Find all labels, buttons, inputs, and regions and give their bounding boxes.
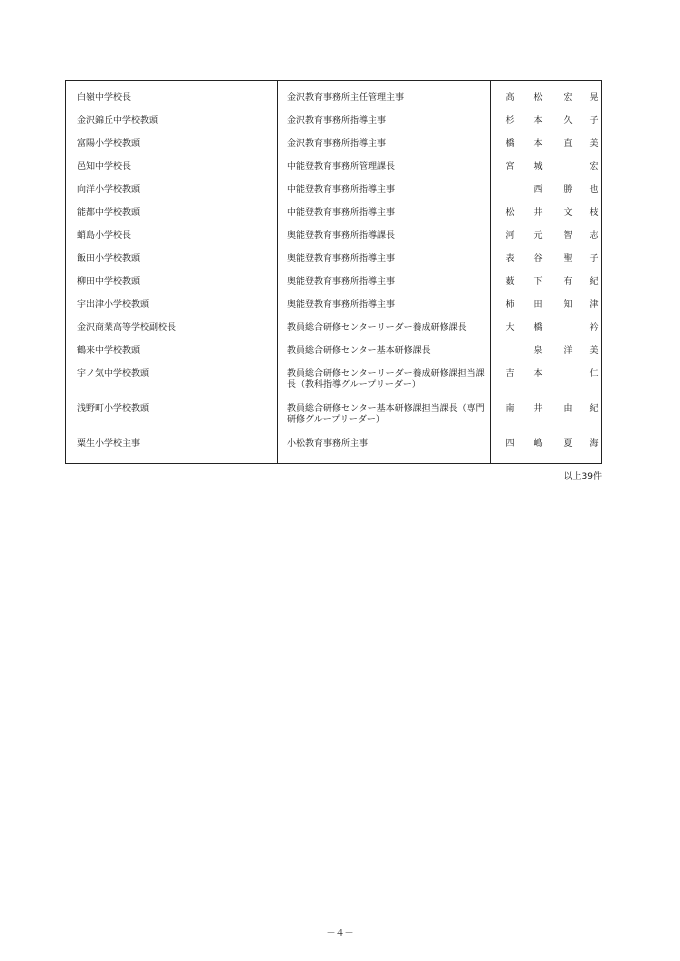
name-cell: [496, 208, 599, 219]
name-char: 橋: [533, 323, 543, 333]
name-char: 宏: [589, 162, 599, 172]
position-cell: 金沢教育事務所指導主事: [287, 139, 387, 149]
table-row: [66, 294, 601, 317]
name-cell: [496, 139, 599, 150]
name-char: 文: [563, 208, 573, 218]
name-cell: [496, 116, 599, 127]
table-row: [66, 225, 601, 248]
name-char: 橋: [505, 139, 515, 149]
table-row: [66, 110, 601, 133]
name-char: 谷: [533, 254, 543, 264]
name-char: 本: [533, 116, 543, 126]
name-char: 子: [589, 116, 599, 126]
name-char: 松: [533, 93, 543, 103]
position-cell: 奥能登教育事務所指導主事: [287, 277, 396, 287]
name-char: 本: [533, 139, 543, 149]
name-char: 柿: [505, 300, 515, 310]
school-cell: 富陽小学校教頭: [77, 139, 141, 149]
school-cell: 宇ノ気中学校教頭: [77, 369, 150, 379]
name-cell: [496, 346, 599, 357]
table-row: [66, 248, 601, 271]
name-char: 直: [563, 139, 573, 149]
position-cell: 金沢教育事務所指導主事: [287, 116, 387, 126]
name-char: 本: [533, 369, 543, 379]
name-cell: [496, 404, 599, 415]
name-cell: [496, 162, 599, 173]
name-char: 聖: [563, 254, 573, 264]
name-char: 勝: [563, 185, 573, 195]
school-cell: 蛸島小学校長: [77, 231, 132, 241]
table-row: [66, 156, 601, 179]
name-char: 元: [533, 231, 543, 241]
table-row: [66, 271, 601, 294]
name-char: 晃: [589, 93, 599, 103]
name-cell: [496, 300, 599, 311]
name-char: 仁: [589, 369, 599, 379]
personnel-table: [65, 80, 602, 464]
position-cell: 金沢教育事務所主任管理主事: [287, 93, 405, 103]
position-cell: 教員総合研修センターリーダー養成研修課担当課長（教科指導グループリーダー）: [287, 369, 485, 390]
school-cell: 金沢錦丘中学校教頭: [77, 116, 159, 126]
name-char: 有: [563, 277, 573, 287]
table-row: [66, 398, 601, 433]
name-char: 志: [589, 231, 599, 241]
name-char: 吉: [505, 369, 515, 379]
name-char: 洋: [563, 346, 573, 356]
name-char: 薮: [505, 277, 515, 287]
school-cell: 鶴来中学校教頭: [77, 346, 141, 356]
name-cell: [496, 323, 599, 334]
name-char: 南: [505, 404, 515, 414]
table-row: [66, 433, 601, 456]
table-row: [66, 179, 601, 202]
position-cell: 教員総合研修センター基本研修課長: [287, 346, 431, 356]
table-rows: [66, 87, 601, 456]
name-char: 紀: [589, 277, 599, 287]
school-cell: 金沢商業高等学校副校長: [77, 323, 177, 333]
name-char: 知: [563, 300, 573, 310]
name-char: 紀: [589, 404, 599, 414]
name-cell: [496, 369, 599, 380]
name-char: 由: [563, 404, 573, 414]
position-cell: 教員総合研修センター基本研修課担当課長（専門研修グループリーダー）: [287, 404, 485, 425]
name-char: 松: [505, 208, 515, 218]
name-char: 子: [589, 254, 599, 264]
school-cell: 白嶺中学校長: [77, 93, 132, 103]
name-char: 宮: [505, 162, 515, 172]
name-char: 大: [505, 323, 515, 333]
school-cell: 粟生小学校主事: [77, 439, 141, 449]
table-row: [66, 340, 601, 363]
name-char: 夏: [563, 439, 573, 449]
name-cell: [496, 254, 599, 265]
table-row: [66, 363, 601, 398]
name-char: 宏: [563, 93, 573, 103]
name-char: 田: [533, 300, 543, 310]
name-char: 衿: [589, 323, 599, 333]
name-char: 也: [589, 185, 599, 195]
position-cell: 中能登教育事務所管理課長: [287, 162, 396, 172]
position-cell: 中能登教育事務所指導主事: [287, 208, 396, 218]
name-char: 津: [589, 300, 599, 310]
school-cell: 飯田小学校教頭: [77, 254, 141, 264]
name-cell: [496, 231, 599, 242]
name-char: 海: [589, 439, 599, 449]
position-cell: 小松教育事務所主事: [287, 439, 369, 449]
name-char: 久: [563, 116, 573, 126]
name-cell: [496, 185, 599, 196]
school-cell: 向洋小学校教頭: [77, 185, 141, 195]
total-count: 以上39件: [563, 472, 602, 482]
page-number: －４－: [326, 929, 354, 939]
name-char: 河: [505, 231, 515, 241]
position-cell: 奥能登教育事務所指導主事: [287, 300, 396, 310]
school-cell: 邑知中学校長: [77, 162, 132, 172]
name-char: 下: [533, 277, 543, 287]
table-row: [66, 133, 601, 156]
name-char: 城: [533, 162, 543, 172]
school-cell: 柳田中学校教頭: [77, 277, 141, 287]
name-char: 杉: [505, 116, 515, 126]
name-cell: [496, 93, 599, 104]
name-cell: [496, 277, 599, 288]
name-char: 四: [505, 439, 515, 449]
name-char: 枝: [589, 208, 599, 218]
position-cell: 奥能登教育事務所指導課長: [287, 231, 396, 241]
name-char: 表: [505, 254, 515, 264]
name-char: 西: [533, 185, 543, 195]
name-char: 井: [533, 404, 543, 414]
name-char: 智: [563, 231, 573, 241]
position-cell: 中能登教育事務所指導主事: [287, 185, 396, 195]
school-cell: 宇出津小学校教頭: [77, 300, 150, 310]
school-cell: 能都中学校教頭: [77, 208, 141, 218]
name-char: 泉: [533, 346, 543, 356]
position-cell: 教員総合研修センターリーダー養成研修課長: [287, 323, 467, 333]
table-row: [66, 87, 601, 110]
name-char: 美: [589, 139, 599, 149]
name-char: 美: [589, 346, 599, 356]
name-char: 嶋: [533, 439, 543, 449]
table-row: [66, 202, 601, 225]
name-char: 高: [505, 93, 515, 103]
position-cell: 奥能登教育事務所指導主事: [287, 254, 396, 264]
school-cell: 浅野町小学校教頭: [77, 404, 150, 414]
table-row: [66, 317, 601, 340]
name-cell: [496, 439, 599, 450]
name-char: 井: [533, 208, 543, 218]
